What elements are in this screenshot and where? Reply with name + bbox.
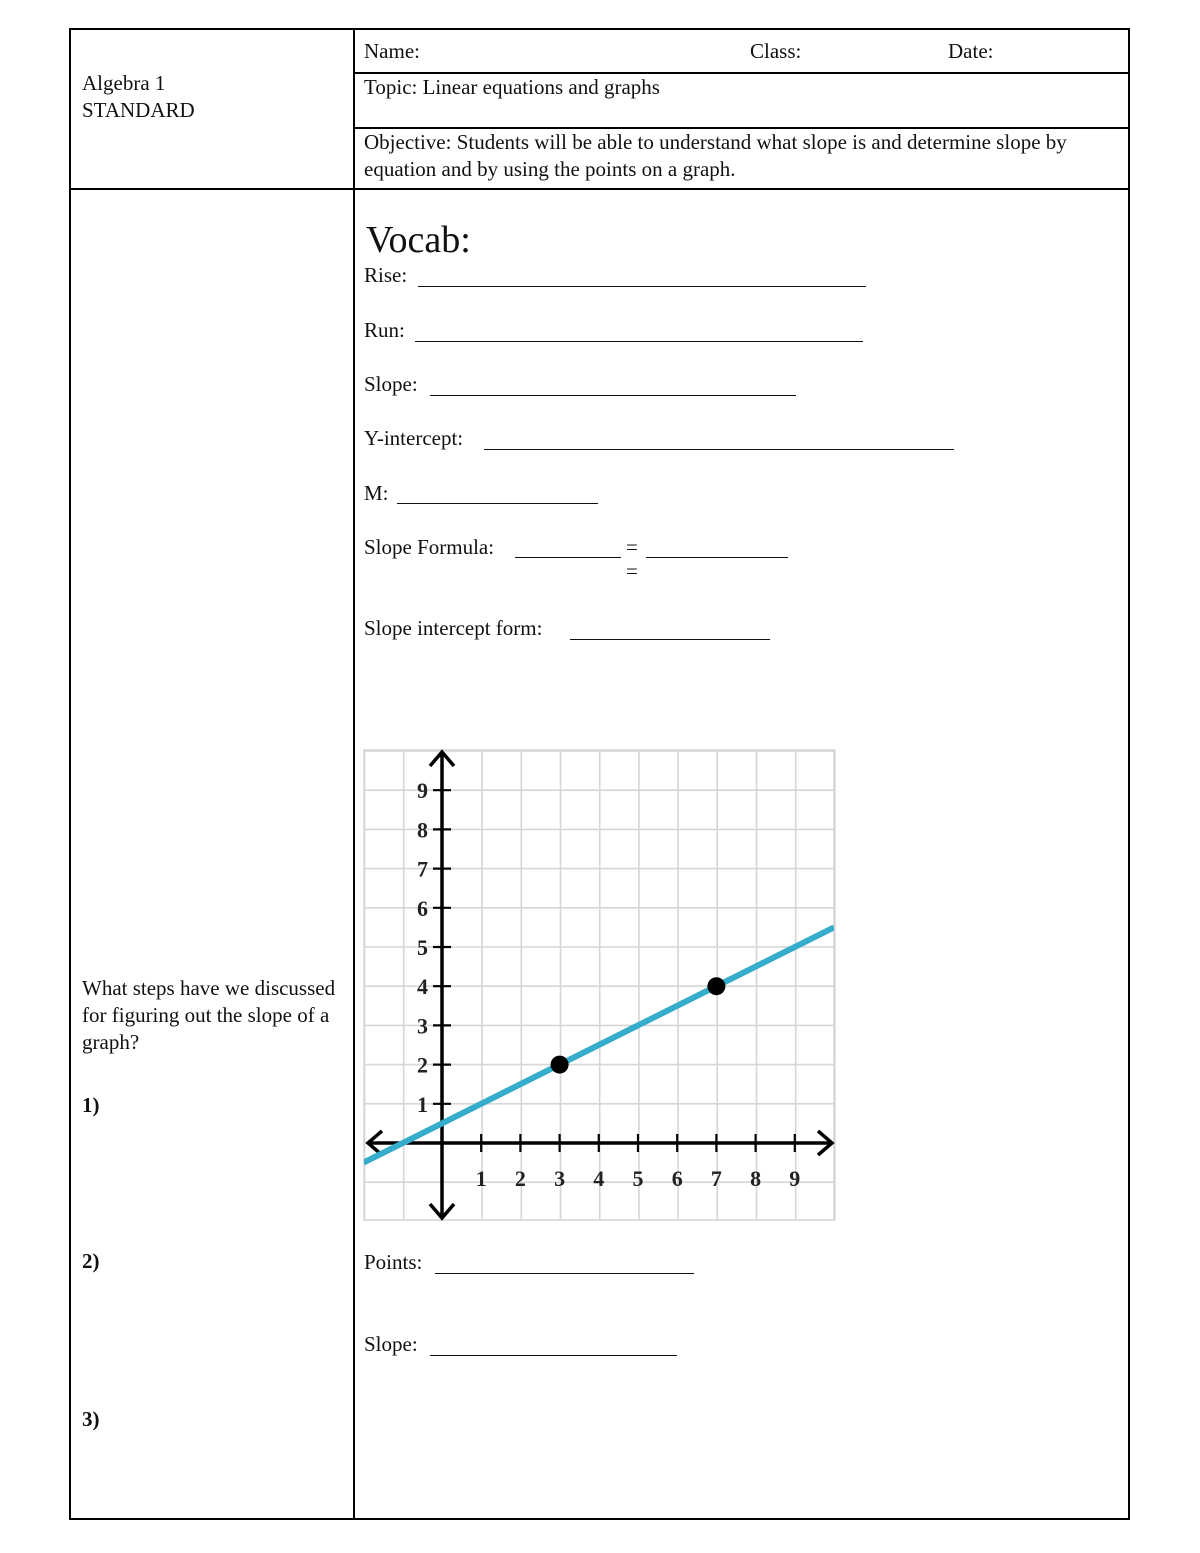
class-label: Class:: [750, 39, 802, 63]
y-tick-label: 1: [417, 1091, 428, 1117]
slope-answer-line[interactable]: [430, 395, 796, 396]
x-tick-label: 8: [750, 1166, 762, 1191]
name-label: Name:: [364, 39, 420, 63]
coordinate-graph: [292, 718, 852, 1248]
data-point: [707, 977, 725, 995]
run-label: Run:: [364, 318, 405, 342]
slope-label: Slope:: [364, 372, 418, 396]
graph-tick-labels: [417, 778, 800, 1191]
y-tick-label: 3: [417, 1013, 428, 1039]
step-1-label: 1): [82, 1093, 100, 1117]
y-tick-label: 2: [417, 1052, 428, 1078]
run-answer-line[interactable]: [415, 341, 863, 342]
date-label: Date:: [948, 39, 994, 63]
slope-intercept-label: Slope intercept form:: [364, 616, 543, 640]
y-tick-label: 5: [417, 935, 428, 960]
x-tick-label: 5: [632, 1166, 644, 1191]
m-answer-line[interactable]: [397, 503, 598, 504]
line-series: [364, 927, 834, 1162]
y-intercept-answer-line[interactable]: [484, 449, 954, 450]
slope-intercept-answer-line[interactable]: [570, 639, 770, 640]
x-tick-label: 4: [593, 1166, 605, 1191]
graph-slope-label: Slope:: [364, 1332, 418, 1356]
points-answer-line[interactable]: [435, 1273, 694, 1274]
x-tick-label: 2: [514, 1166, 526, 1191]
vocab-title: Vocab:: [366, 219, 471, 261]
slope-formula-label: Slope Formula:: [364, 535, 495, 559]
y-tick-label: 7: [417, 856, 428, 882]
rise-answer-line[interactable]: [418, 286, 866, 287]
x-tick-label: 1: [475, 1166, 487, 1191]
slope-steps-question: What steps have we discussed for figuring out the slope of a graph?: [82, 976, 336, 1054]
y-intercept-label: Y-intercept:: [364, 426, 464, 450]
y-tick-label: 9: [417, 778, 428, 804]
step-3-label: 3): [82, 1407, 100, 1431]
x-tick-label: 3: [554, 1166, 566, 1191]
m-label: M:: [364, 481, 389, 505]
equals-sign-1: =: [626, 535, 638, 559]
data-point: [551, 1056, 569, 1074]
y-tick-label: 6: [417, 895, 428, 921]
x-tick-label: 6: [671, 1166, 683, 1191]
slope-formula-line-2[interactable]: [646, 557, 788, 558]
divider-header: [71, 188, 1128, 190]
objective-text: Objective: Students will be able to understand what slope is and determine slope by equation and by using the points on a graph.: [364, 130, 1067, 181]
topic-text: Topic: Linear equations and graphs: [364, 75, 660, 99]
x-tick-label: 9: [789, 1166, 801, 1191]
x-tick-label: 7: [710, 1166, 722, 1191]
slope-formula-line-1[interactable]: [515, 557, 621, 558]
graph-slope-answer-line[interactable]: [430, 1355, 677, 1356]
equals-sign-2: =: [626, 559, 638, 583]
rise-label: Rise:: [364, 263, 408, 287]
course-level: STANDARD: [82, 98, 195, 122]
y-tick-label: 8: [417, 817, 428, 843]
y-tick-label: 4: [417, 974, 428, 1000]
graph-series: [364, 927, 834, 1162]
step-2-label: 2): [82, 1249, 100, 1273]
points-label: Points:: [364, 1250, 423, 1274]
course-name: Algebra 1: [82, 71, 166, 95]
